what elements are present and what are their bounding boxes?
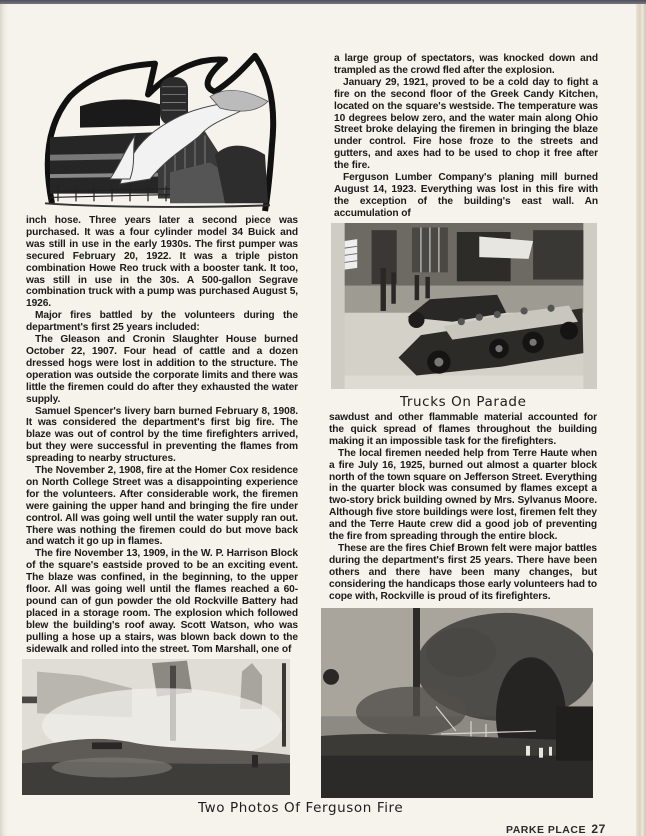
- article-paragraph: January 29, 1921, proved to be a cold day to fight a fire on the second floor of the Greek Candy Kitchen, located on the square's westside. The temperature was 10 degrees below zero, and the water main along Ohio Street broke delaying the firemen in bringing the blaze under control. Fire hose froze to the streets and gutters, and axes had to be used to chop it free after the fire.: [334, 76, 598, 172]
- article-paragraph: The fire November 13, 1909, in the W. P. Harrison Block of the square's eastside proved to be an exciting event. The blaze was confined, in the beginning, to the upper floor. All was going well until the flames reached a 60-pound can of gun powder the old Rockville Battery had placed in a storage room. The explosion which followed blew the building's roof away. Scott Watson, who was pulling a hose up a stairs, was blown back down to the sidewalk and rolled into the street. Tom Marshall, one of: [26, 548, 298, 655]
- page-edge: [636, 4, 646, 836]
- caption-ferguson-fire: Two Photos Of Ferguson Fire: [198, 800, 404, 816]
- page-number: 27: [591, 822, 606, 836]
- publication-name: PARKE PLACE: [506, 824, 586, 836]
- magazine-page: [0, 4, 636, 836]
- ferguson-fire-photo-left: [22, 659, 290, 795]
- article-paragraph: sawdust and other flammable material accounted for the quick spread of flames throughout the building making it an impossible task for the firefighters.: [329, 412, 597, 447]
- burning-barn-illustration: [40, 48, 280, 213]
- article-paragraph: The Gleason and Cronin Slaughter House burned October 22, 1907. Four head of cattle and a dozen dressed hogs were lost in addition to the structure. The operation was outside the corporate limits and there was little the firemen could do after they exhausted the water supply.: [26, 334, 298, 405]
- article-paragraph: a large group of spectators, was knocked down and trampled as the crowd fled after the explosion.: [334, 53, 598, 76]
- article-paragraph: Major fires battled by the volunteers during the department's first 25 years included:: [26, 310, 298, 334]
- article-column-right-top: [334, 53, 598, 220]
- trucks-on-parade-photo: [331, 223, 597, 389]
- article-paragraph: The local firemen needed help from Terre Haute when a fire July 16, 1925, burned out almost a quarter block north of the town square on Jefferson Street. Everything in the quarter block was consumed by flames except a two-story brick building owned by Mrs. Sylvanus Moore. Although five store buildings were lost, firemen felt they and the Terre Haute crew did a good job of preventing the fire from spreading through the entire block.: [329, 447, 597, 543]
- ferguson-fire-photo-right: [321, 608, 593, 798]
- article-paragraph: These are the fires Chief Brown felt were major battles during the department's first 25 years. There have been others and there have been many changes, but considering the handicaps those early volunteers had to cope with, Rockville is proud of its firefighters.: [329, 542, 597, 602]
- article-column-right-mid: [329, 412, 597, 603]
- article-column-left: [26, 215, 298, 656]
- page-footer: [506, 822, 606, 836]
- article-paragraph: The November 2, 1908, fire at the Homer Cox residence on North College Street was a disappointing experience for the volunteers. After considerable work, the firemen were gaining the upper hand and bringing the fire under control. All was going well until the water supply ran out. There was nothing the firemen could do but move back and watch it go up in flames.: [26, 465, 298, 548]
- article-paragraph: Ferguson Lumber Company's planing mill burned August 14, 1923. Everything was lost in this fire with the exception of the building's east wall. An accumulation of: [334, 172, 598, 219]
- article-paragraph: Samuel Spencer's livery barn burned February 8, 1908. It was considered the department's first big fire. The blaze was out of control by the time firefighters arrived, but they were successful in preventing the flames from spreading to nearby structures.: [26, 405, 298, 465]
- article-paragraph: inch hose. Three years later a second piece was purchased. It was a four cylinder model 34 Buick and was still in use in the early 1930s. The first pumper was secured February 20, 1922. It was a triple piston combination Howe Reo truck with a booster tank. It too, was still in use in the 30s. A 500-gallon Segrave combination truck with a pump was purchased August 5, 1926.: [26, 215, 298, 310]
- caption-trucks-on-parade: Trucks On Parade: [400, 394, 527, 410]
